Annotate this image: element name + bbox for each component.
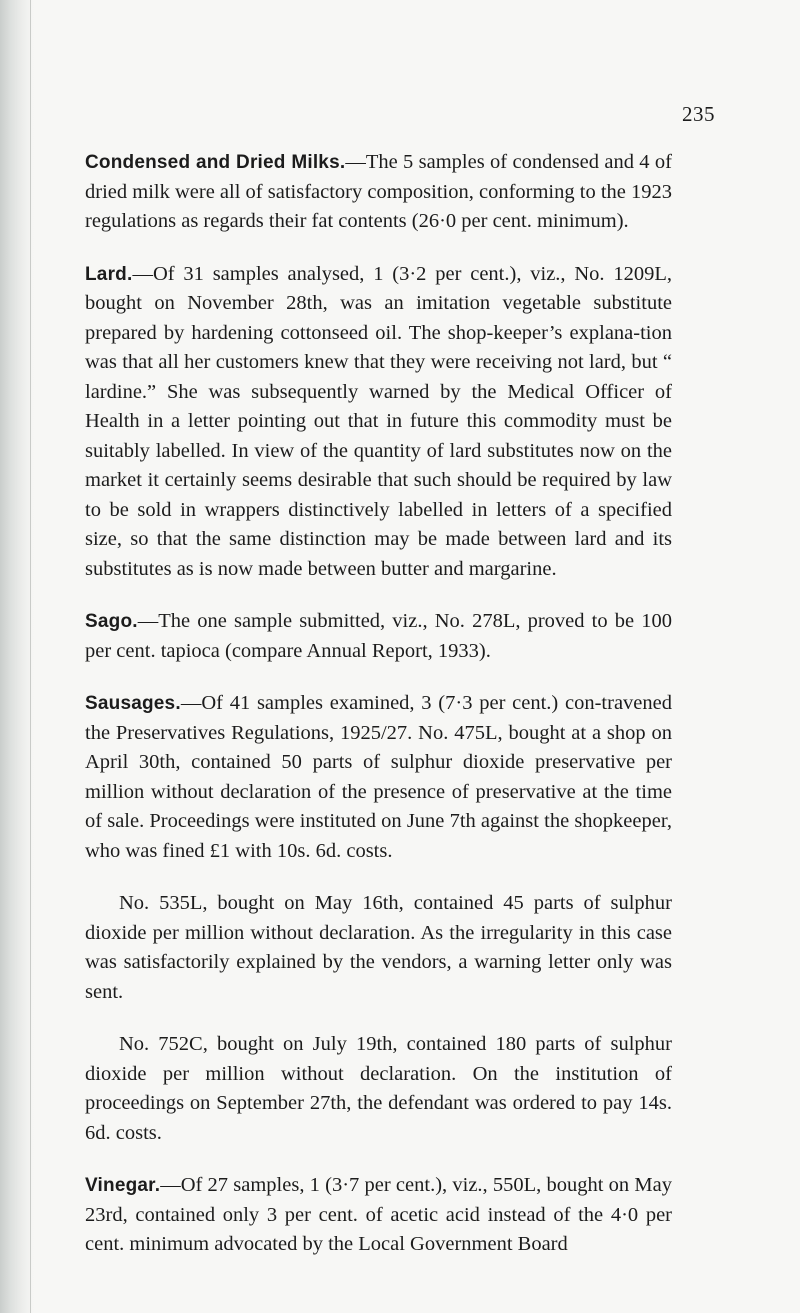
section-text: —Of 41 samples examined, 3 (7·3 per cent.) con-travened the Preservatives Regulations, 1925/27. No. 475L, bought at a shop on April 30th, contained 50 parts of sulphur dioxide preservative per million without declaration of the presence of preservative at the time of sale. Proceedings were instituted on June 7th against the shopkeeper, who was fined £1 with 10s. 6d. costs.	[85, 692, 672, 862]
section-heading: Sausages.	[85, 693, 181, 714]
section-text: —The 5 samples of condensed and 4 of dried milk were all of satisfactory composition, conforming to the 1923 regulations as regards their fat contents (26·0 per cent. minimum).	[85, 151, 672, 232]
section-sausages	[85, 689, 672, 866]
paragraph-sample-752c	[85, 1030, 672, 1148]
section-sago	[85, 607, 672, 666]
section-text: —Of 27 samples, 1 (3·7 per cent.), viz., 550L, bought on May 23rd, contained only 3 per cent. of acetic acid instead of the 4·0 per cent. minimum advocated by the Local Government Board	[85, 1174, 672, 1255]
section-heading: Condensed and Dried Milks.	[85, 152, 346, 173]
section-vinegar	[85, 1171, 672, 1260]
section-text: —The one sample submitted, viz., No. 278L, proved to be 100 per cent. tapioca (compare Annual Report, 1933).	[85, 610, 672, 662]
binding-gutter-line	[30, 0, 31, 1313]
section-heading: Sago.	[85, 611, 138, 632]
section-text: —Of 31 samples analysed, 1 (3·2 per cent.), viz., No. 1209L, bought on November 28th, was an imitation vegetable substitute prepared by hardening cottonseed oil. The shop-keeper’s explana-tion was that all her customers knew that they were receiving not lard, but “ lardine.” She was subsequently warned by the Medical Officer of Health in a letter pointing out that in future this commodity must be suitably labelled. In view of the quantity of lard substitutes now on the market it certainly seems desirable that such should be required by law to be sold in wrappers distinctively labelled in letters of a specified size, so that the same distinction may be made between lard and its substitutes as is now made between butter and margarine.	[85, 262, 672, 580]
section-condensed-dried-milks	[85, 148, 672, 237]
section-heading: Lard.	[85, 263, 133, 285]
paragraph-text: No. 752C, bought on July 19th, contained 180 parts of sulphur dioxide per million without declaration. On the institution of proceedings on September 27th, the defendant was ordered to pay 14s. 6d. costs.	[85, 1033, 672, 1144]
binding-gutter-shadow	[0, 0, 34, 1313]
page-number: 235	[682, 102, 715, 126]
section-heading: Vinegar.	[85, 1175, 161, 1196]
paragraph-text: No. 535L, bought on May 16th, contained 45 parts of sulphur dioxide per million without declaration. As the irregularity in this case was satisfactorily explained by the vendors, a warning letter only was sent.	[85, 892, 672, 1003]
page-body	[85, 148, 672, 1283]
section-lard	[85, 260, 672, 585]
paragraph-sample-535l	[85, 889, 672, 1007]
